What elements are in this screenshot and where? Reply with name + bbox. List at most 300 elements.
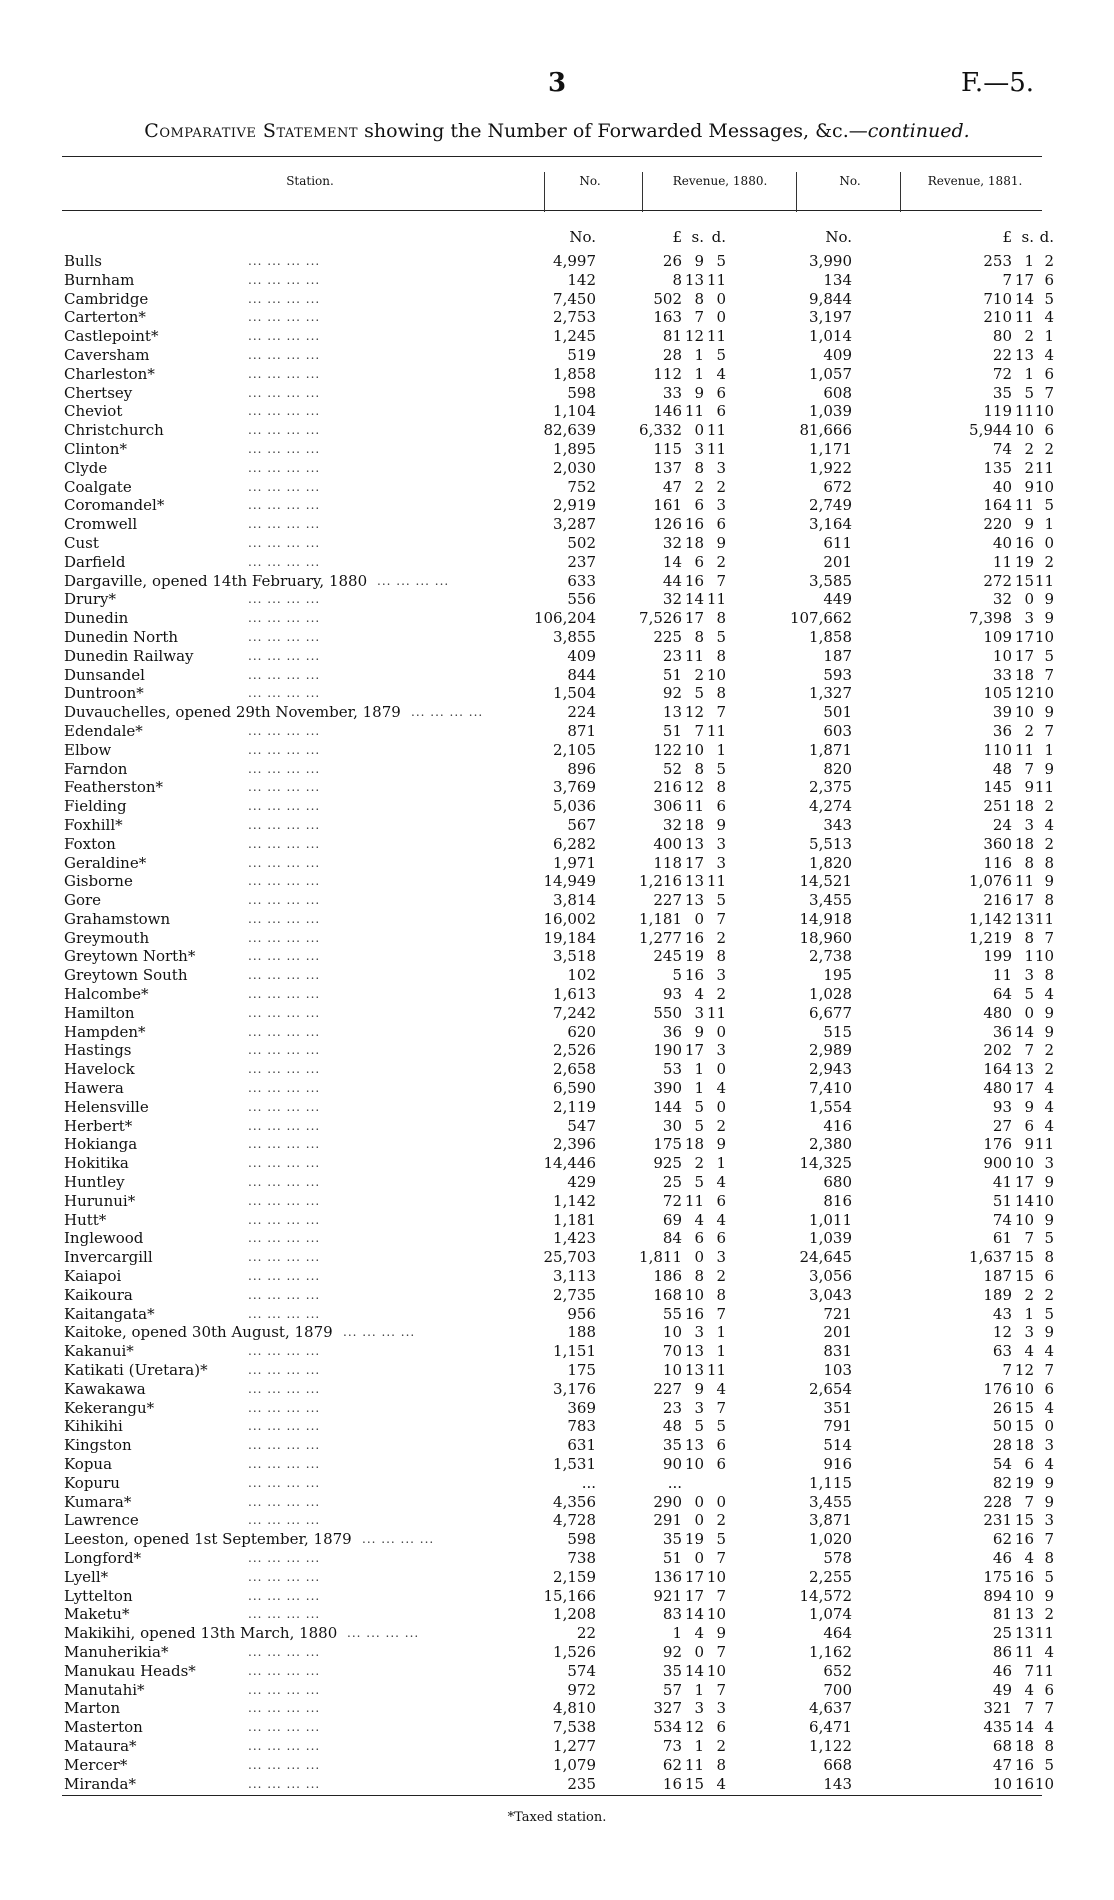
pence-1880: 2: [716, 1116, 726, 1135]
station-name: Hawera: [64, 1079, 124, 1098]
leader-dots: ... ... ... ...: [248, 1569, 321, 1584]
pence-1881: 0: [1044, 533, 1054, 552]
pence-1881: 2: [1044, 252, 1054, 270]
leader-dots: ... ... ... ...: [248, 347, 321, 362]
pence-1881: 4: [1044, 1398, 1054, 1417]
leader-dots: ... ... ... ...: [248, 836, 321, 851]
table-row: [0, 1305, 1114, 1324]
station-name: Coromandel*: [64, 496, 165, 515]
pounds-1880: 36: [662, 1022, 682, 1041]
pence-1880: 10: [706, 665, 726, 684]
no-1880: 2,526: [553, 1041, 596, 1060]
pence-1881: 4: [1044, 815, 1054, 834]
header-no-1880: No.: [579, 174, 601, 188]
table-row: [0, 1004, 1114, 1023]
pence-1880: 0: [716, 308, 726, 327]
pounds-1880: 73: [662, 1736, 682, 1755]
no-1880: 2,753: [553, 308, 596, 327]
no-1881: 18,960: [799, 928, 852, 947]
shillings-1881: 15: [1014, 1511, 1034, 1530]
station-name: Marton: [64, 1699, 121, 1718]
shillings-1881: 6: [1024, 1116, 1034, 1135]
pence-1880: 2: [716, 552, 726, 571]
table-row: [0, 835, 1114, 854]
table-row: [0, 1023, 1114, 1042]
pounds-1880: 225: [653, 627, 682, 646]
pounds-1880: 291: [653, 1511, 682, 1530]
pence-1880: 11: [706, 721, 726, 740]
shillings-1880: 13: [684, 1436, 704, 1455]
pence-1881: 2: [1044, 1041, 1054, 1060]
shillings-1880: 1: [694, 1736, 704, 1755]
shillings-1880: 3: [694, 439, 704, 458]
table-row: [0, 1079, 1114, 1098]
shillings-1880: 6: [694, 1229, 704, 1248]
station-name: Greytown North*: [64, 947, 196, 966]
station-name: Gore: [64, 891, 102, 910]
pounds-1881: 12: [992, 1323, 1012, 1342]
station-name: Kingston: [64, 1436, 132, 1455]
pounds-1881: 39: [992, 703, 1012, 722]
pounds-1881: 93: [992, 1097, 1012, 1116]
leader-dots: ... ... ... ...: [248, 1438, 321, 1453]
pounds-1880: 13: [662, 703, 682, 722]
unit-no-1880: No.: [569, 228, 596, 246]
leader-dots: ... ... ... ...: [248, 535, 321, 550]
pence-1881: 4: [1044, 1342, 1054, 1361]
pence-1880: 7: [716, 571, 726, 590]
leader-dots: ... ... ... ...: [248, 404, 321, 419]
leader-dots: ... ... ... ...: [248, 1550, 321, 1565]
no-1880: 1,858: [553, 364, 596, 383]
pence-1881: 8: [1044, 1548, 1054, 1567]
station-name: Helensville: [64, 1097, 149, 1116]
leader-dots: ... ... ... ...: [248, 780, 321, 795]
pence-1880: 0: [716, 1060, 726, 1079]
shillings-1881: 4: [1024, 1680, 1034, 1699]
no-1881: 1,020: [809, 1530, 852, 1549]
pounds-1881: 40: [992, 533, 1012, 552]
station-name: Kihikihi: [64, 1417, 123, 1436]
pounds-1881: 11: [992, 966, 1012, 985]
shillings-1880: 17: [684, 853, 704, 872]
station-name: Clinton*: [64, 439, 127, 458]
pence-1880: 8: [716, 947, 726, 966]
pence-1880: 5: [716, 1417, 726, 1436]
shillings-1880: 2: [694, 1154, 704, 1173]
shillings-1880: 6: [694, 496, 704, 515]
pence-1880: 5: [716, 759, 726, 778]
pence-1880: 4: [716, 1379, 726, 1398]
shillings-1880: 0: [694, 1548, 704, 1567]
shillings-1881: 10: [1014, 1210, 1034, 1229]
shillings-1880: 9: [694, 1379, 704, 1398]
pence-1880: 0: [716, 1492, 726, 1511]
pounds-1880: 534: [653, 1718, 682, 1737]
shillings-1880: 4: [694, 1624, 704, 1643]
station-name: Kopuru: [64, 1473, 120, 1492]
shillings-1880: 3: [694, 1003, 704, 1022]
no-1881: 409: [823, 345, 852, 364]
shillings-1880: 11: [684, 797, 704, 816]
pence-1881: 4: [1044, 1097, 1054, 1116]
table-row: [0, 891, 1114, 910]
pence-1880: 5: [716, 345, 726, 364]
no-1880: 4,728: [553, 1511, 596, 1530]
pounds-1880: 53: [662, 1060, 682, 1079]
pence-1881: 4: [1044, 985, 1054, 1004]
no-1881: 721: [823, 1304, 852, 1323]
pence-1881: 1: [1044, 740, 1054, 759]
station-name: Fielding: [64, 797, 127, 816]
page-number: 3: [547, 68, 567, 98]
pence-1880: 7: [716, 909, 726, 928]
no-1880: 1,526: [553, 1642, 596, 1661]
station-name: Cust: [64, 533, 99, 552]
no-1880: 2,735: [553, 1285, 596, 1304]
shillings-1880: 1: [694, 1079, 704, 1098]
pounds-1881: 145: [983, 778, 1012, 797]
shillings-1881: 9: [1024, 1135, 1034, 1154]
pounds-1881: 435: [983, 1718, 1012, 1737]
pence-1880: 0: [716, 289, 726, 308]
pence-1881: 9: [1044, 609, 1054, 628]
pounds-1881: 36: [992, 1022, 1012, 1041]
pounds-1881: 480: [983, 1003, 1012, 1022]
pounds-1880: 83: [662, 1605, 682, 1624]
pence-1881: 7: [1044, 928, 1054, 947]
no-1881: 1,028: [809, 985, 852, 1004]
leader-dots: ... ... ... ...: [343, 1325, 416, 1340]
table-row: [0, 947, 1114, 966]
shillings-1881: 5: [1024, 383, 1034, 402]
unit-pounds-1881: £: [1002, 228, 1012, 246]
no-1880: 752: [567, 477, 596, 496]
divider-revenue-1880: [642, 172, 643, 212]
shillings-1881: 7: [1024, 1041, 1034, 1060]
table-row: [0, 1624, 1114, 1643]
station-name: Carterton*: [64, 308, 146, 327]
pounds-1880: 6,332: [639, 421, 682, 440]
shillings-1881: 13: [1014, 909, 1034, 928]
pence-1881: 4: [1044, 1718, 1054, 1737]
leader-dots: ... ... ... ...: [248, 1024, 321, 1039]
pounds-1881: 81: [992, 1605, 1012, 1624]
pence-1881: 5: [1044, 1755, 1054, 1774]
shillings-1880: 11: [684, 1755, 704, 1774]
pounds-1881: 72: [992, 364, 1012, 383]
shillings-1880: 13: [684, 270, 704, 289]
shillings-1880: 13: [684, 834, 704, 853]
pounds-1880: 1,216: [639, 872, 682, 891]
station-name: Greytown South: [64, 966, 188, 985]
no-1881: 514: [823, 1436, 852, 1455]
no-1881: 916: [823, 1455, 852, 1473]
pounds-1880: 216: [653, 778, 682, 797]
shillings-1880: 18: [684, 1135, 704, 1154]
pence-1881: 7: [1044, 665, 1054, 684]
leader-dots: ... ... ... ...: [248, 366, 321, 381]
pounds-1880: 35: [662, 1530, 682, 1549]
table-row: [0, 797, 1114, 816]
pounds-1880: 168: [653, 1285, 682, 1304]
no-1881: 791: [823, 1417, 852, 1436]
table-row: [0, 1135, 1114, 1154]
leader-dots: ... ... ... ...: [248, 1457, 321, 1471]
station-name: Lawrence: [64, 1511, 139, 1530]
no-1880: 844: [567, 665, 596, 684]
shillings-1881: 10: [1014, 1154, 1034, 1173]
pence-1880: 7: [716, 1680, 726, 1699]
leader-dots: ... ... ... ...: [248, 1137, 321, 1152]
pence-1880: 8: [716, 1755, 726, 1774]
shillings-1880: 12: [684, 778, 704, 797]
no-1881: 1,922: [809, 458, 852, 477]
leader-dots: ... ... ... ...: [248, 968, 321, 983]
pounds-1880: ...: [667, 1473, 682, 1492]
table-row: [0, 1060, 1114, 1079]
table-row: [0, 1493, 1114, 1512]
shillings-1880: 16: [684, 1304, 704, 1323]
shillings-1880: 10: [684, 1285, 704, 1304]
shillings-1881: 0: [1024, 1003, 1034, 1022]
pounds-1880: 227: [653, 891, 682, 910]
no-1881: 593: [823, 665, 852, 684]
leader-dots: ... ... ... ...: [377, 573, 450, 588]
no-1880: 2,396: [553, 1135, 596, 1154]
table-row: [0, 1662, 1114, 1681]
pounds-1880: 5: [672, 966, 682, 985]
shillings-1880: 14: [684, 590, 704, 609]
pence-1880: 2: [716, 1736, 726, 1755]
shillings-1880: 4: [694, 1210, 704, 1229]
pounds-1881: 11: [992, 552, 1012, 571]
table-row: [0, 816, 1114, 835]
shillings-1881: 17: [1014, 627, 1034, 646]
pence-1881: 10: [1034, 1774, 1054, 1793]
no-1881: 1,858: [809, 627, 852, 646]
leader-dots: ... ... ... ...: [248, 648, 321, 663]
leader-dots: ... ... ... ...: [248, 423, 321, 438]
pounds-1881: 176: [983, 1135, 1012, 1154]
pence-1881: 8: [1044, 891, 1054, 910]
no-1881: 652: [823, 1661, 852, 1680]
table-row: [0, 1248, 1114, 1267]
shillings-1880: 11: [684, 402, 704, 421]
pounds-1881: 1,142: [969, 909, 1012, 928]
no-1881: 515: [823, 1022, 852, 1041]
station-name: Makikihi, opened 13th March, 1880: [64, 1624, 338, 1643]
pence-1880: 3: [716, 1699, 726, 1718]
shillings-1881: 7: [1024, 759, 1034, 778]
no-1881: 668: [823, 1755, 852, 1774]
no-1881: 14,572: [799, 1586, 852, 1605]
shillings-1881: 17: [1014, 646, 1034, 665]
pence-1881: 4: [1044, 345, 1054, 364]
no-1880: 1,104: [553, 402, 596, 421]
table-row: [0, 1549, 1114, 1568]
pence-1881: 3: [1044, 1511, 1054, 1530]
shillings-1881: 13: [1014, 1060, 1034, 1079]
station-name: Greymouth: [64, 928, 150, 947]
pounds-1881: 116: [983, 853, 1012, 872]
pence-1881: 9: [1044, 759, 1054, 778]
shillings-1880: 19: [684, 947, 704, 966]
shillings-1881: 3: [1024, 966, 1034, 985]
no-1881: 680: [823, 1173, 852, 1192]
leader-dots: ... ... ... ...: [248, 1663, 321, 1678]
no-1880: 502: [567, 533, 596, 552]
shillings-1881: 18: [1014, 665, 1034, 684]
pence-1881: 7: [1044, 1699, 1054, 1718]
leader-dots: ... ... ... ...: [248, 799, 321, 814]
shillings-1881: 17: [1014, 891, 1034, 910]
pounds-1881: 68: [992, 1736, 1012, 1755]
pounds-1881: 210: [983, 308, 1012, 327]
table-row: [0, 1399, 1114, 1418]
pounds-1881: 220: [983, 515, 1012, 534]
no-1880: 598: [567, 383, 596, 402]
station-name: Castlepoint*: [64, 327, 159, 346]
shillings-1880: 13: [684, 872, 704, 891]
leader-dots: ... ... ... ...: [248, 479, 321, 494]
leader-dots: ... ... ... ...: [248, 441, 321, 456]
station-name: Darfield: [64, 552, 126, 571]
no-1881: 6,677: [809, 1003, 852, 1022]
table-row: [0, 1699, 1114, 1718]
pounds-1881: 32: [992, 590, 1012, 609]
station-name: Geraldine*: [64, 853, 147, 872]
pence-1881: 9: [1044, 1492, 1054, 1511]
shillings-1880: 17: [684, 609, 704, 628]
shillings-1881: 1: [1024, 1304, 1034, 1323]
shillings-1880: 3: [694, 1699, 704, 1718]
pence-1880: 10: [706, 1661, 726, 1680]
pence-1880: 1: [716, 1154, 726, 1173]
shillings-1881: 19: [1014, 1473, 1034, 1492]
shillings-1881: 15: [1014, 571, 1034, 590]
shillings-1881: 16: [1014, 1567, 1034, 1586]
pence-1880: 6: [716, 402, 726, 421]
header-no-1881: No.: [839, 174, 861, 188]
no-1881: 416: [823, 1116, 852, 1135]
shillings-1881: 16: [1014, 1774, 1034, 1793]
no-1881: 14,918: [799, 909, 852, 928]
no-1881: 2,654: [809, 1379, 852, 1398]
leader-dots: ... ... ... ...: [248, 1776, 321, 1791]
shillings-1881: 3: [1024, 609, 1034, 628]
pounds-1881: 216: [983, 891, 1012, 910]
pounds-1881: 110: [983, 740, 1012, 759]
pounds-1880: 84: [662, 1229, 682, 1248]
no-1880: 871: [567, 721, 596, 740]
no-1881: 2,989: [809, 1041, 852, 1060]
table-row: [0, 722, 1114, 741]
table-row: [0, 515, 1114, 534]
no-1881: 449: [823, 590, 852, 609]
pence-1881: 7: [1044, 1361, 1054, 1380]
unit-shillings-1881: s.: [1021, 228, 1034, 246]
pence-1880: 2: [716, 1511, 726, 1530]
station-name: Herbert*: [64, 1116, 133, 1135]
leader-dots: ... ... ... ...: [248, 1156, 321, 1171]
leader-dots: ... ... ... ...: [248, 517, 321, 532]
shillings-1881: 11: [1014, 308, 1034, 327]
pence-1881: 8: [1044, 1736, 1054, 1755]
pounds-1880: 186: [653, 1267, 682, 1286]
shillings-1881: 15: [1014, 1398, 1034, 1417]
station-name: Gisborne: [64, 872, 133, 891]
shillings-1881: 14: [1014, 1718, 1034, 1737]
no-1881: 4,637: [809, 1699, 852, 1718]
station-name: Maketu*: [64, 1605, 130, 1624]
pounds-1881: 40: [992, 477, 1012, 496]
table-row: [0, 1041, 1114, 1060]
no-1880: 1,613: [553, 985, 596, 1004]
shillings-1881: 2: [1024, 439, 1034, 458]
shillings-1880: 8: [694, 627, 704, 646]
no-1880: 2,030: [553, 458, 596, 477]
leader-dots: ... ... ... ...: [248, 385, 321, 400]
no-1880: 3,176: [553, 1379, 596, 1398]
no-1880: 5,036: [553, 797, 596, 816]
pounds-1880: 44: [662, 571, 682, 590]
no-1881: 1,820: [809, 853, 852, 872]
shillings-1880: 1: [694, 1060, 704, 1079]
leader-dots: ... ... ... ...: [248, 1381, 321, 1396]
no-1881: 81,666: [799, 421, 852, 440]
pence-1881: 10: [1034, 947, 1054, 966]
pounds-1881: 41: [992, 1173, 1012, 1192]
leader-dots: ... ... ... ...: [248, 1644, 321, 1659]
pounds-1880: 70: [662, 1342, 682, 1361]
pounds-1881: 360: [983, 834, 1012, 853]
pence-1881: 5: [1044, 1567, 1054, 1586]
pence-1881: 9: [1044, 1210, 1054, 1229]
pence-1880: 6: [716, 1191, 726, 1210]
shillings-1880: 11: [684, 646, 704, 665]
shillings-1880: 17: [684, 1586, 704, 1605]
table-row: [0, 778, 1114, 797]
station-name: Hokitika: [64, 1154, 129, 1173]
pence-1880: 6: [716, 797, 726, 816]
pounds-1880: 30: [662, 1116, 682, 1135]
no-1880: 2,119: [553, 1097, 596, 1116]
leader-dots: ... ... ... ...: [248, 911, 321, 926]
no-1881: 1,122: [809, 1736, 852, 1755]
leader-dots: ... ... ... ...: [248, 1099, 321, 1114]
pence-1881: 10: [1034, 402, 1054, 421]
no-1880: 574: [567, 1661, 596, 1680]
station-name: Kaiapoi: [64, 1267, 122, 1286]
pounds-1880: 33: [662, 383, 682, 402]
pounds-1880: 62: [662, 1755, 682, 1774]
no-1881: 603: [823, 721, 852, 740]
station-name: Hampden*: [64, 1022, 146, 1041]
shillings-1881: 17: [1014, 1173, 1034, 1192]
table-row: [0, 1192, 1114, 1211]
leader-dots: ... ... ... ...: [248, 1363, 321, 1378]
station-name: Charleston*: [64, 364, 155, 383]
table-row: [0, 985, 1114, 1004]
shillings-1881: 4: [1024, 1548, 1034, 1567]
shillings-1881: 7: [1024, 1661, 1034, 1680]
no-1881: 608: [823, 383, 852, 402]
station-name: Kawakawa: [64, 1379, 146, 1398]
table-row: [0, 1436, 1114, 1455]
table-row: [0, 1380, 1114, 1399]
table-row: [0, 609, 1114, 628]
